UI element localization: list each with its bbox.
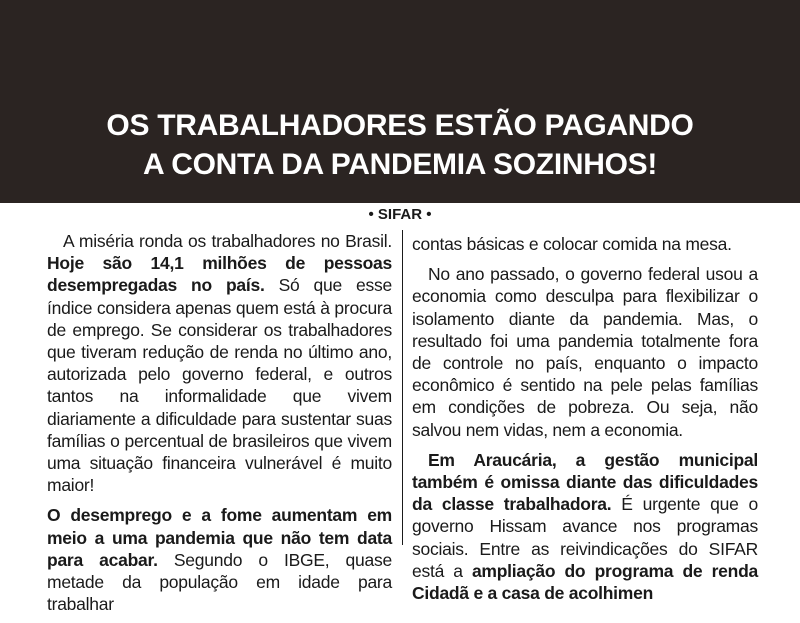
paragraph-text: A miséria ronda os trabalhadores no Brasil.: [63, 231, 392, 251]
column-divider: [402, 230, 403, 545]
emphasis-text: Hoje são 14,1 milhões de pessoas desempregadas no país.: [47, 253, 392, 296]
article-left-column: [47, 230, 392, 623]
article-right-column: [412, 233, 758, 612]
headline-line-2: A CONTA DA PANDEMIA SOZINHOS!: [142, 148, 658, 181]
headline-line-1: OS TRABALHADORES ESTÃO PAGANDO: [106, 109, 694, 142]
emphasis-text: O desemprego e a fome aumentam em meio a uma pandemia que não tem data para acabar.: [47, 505, 392, 570]
emphasis-text: ampliação do programa de renda Cidadã e a casa de acolhimen: [412, 560, 758, 604]
paragraph: No ano passado, o governo federal usou a economia como desculpa para flexibilizar o isolamento diante da pandemia. Mas, o resultado foi uma pandemia totalmente fora de controle no país, enquanto o impacto econômico é sentido na pele pelas famílias em condições de pobreza. Ou seja, não salvou nem vidas, nem a economia.: [412, 264, 758, 440]
paragraph-text: Só que esse índice considera apenas quem está à procura de emprego. Se considerar os trabalhadores que tiveram redução de renda no último ano, autorizada pelo governo federal, e outros tantos na informalidade que vivem diariamente a dificuldade para sustentar suas famílias o percentual de brasileiros que vivem uma situação financeira vulnerável é muito maior!: [47, 275, 393, 496]
paragraph: [47, 230, 392, 496]
emphasis-text: Em Araucária, a gestão municipal também é omissa diante das dificuldades da classe trabalhadora.: [412, 449, 758, 515]
paragraph: contas básicas e colocar comida na mesa.: [412, 234, 732, 254]
paragraph: [47, 504, 392, 615]
byline: • SIFAR •: [368, 206, 432, 223]
paragraph-text: É urgente que o governo Hissam avance nos programas sociais. Entre as reivindicações do SIFAR está a: [412, 494, 758, 581]
paragraph-text: Segundo o IBGE, quase metade da população em idade para trabalhar: [47, 549, 392, 615]
paragraph: [412, 449, 758, 604]
